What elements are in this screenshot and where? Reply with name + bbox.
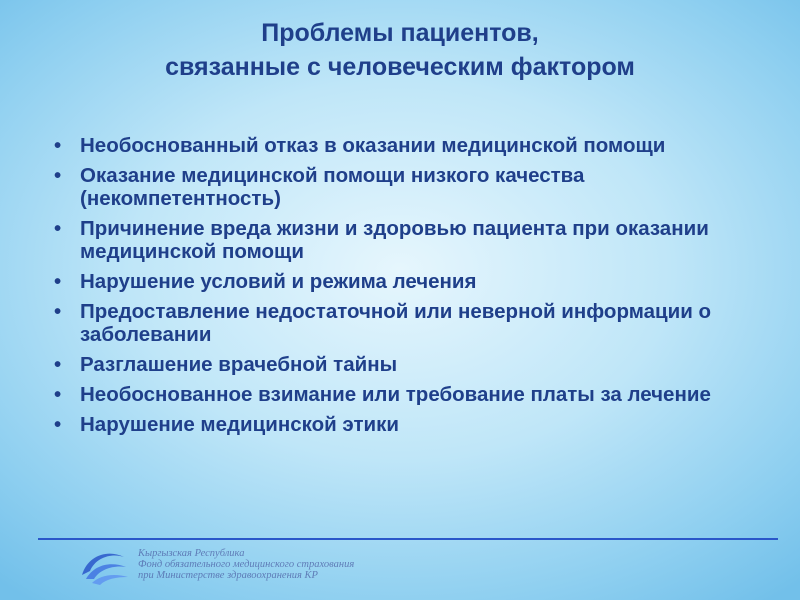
list-item bbox=[50, 353, 750, 376]
list-item bbox=[50, 164, 750, 210]
list-item-text: Нарушение условий и режима лечения bbox=[80, 270, 477, 293]
slide-title bbox=[0, 16, 800, 84]
list-item bbox=[50, 217, 750, 263]
list-item-text: Оказание медицинской помощи низкого качества (некомпетентность) bbox=[80, 164, 585, 210]
list-item-text: Предоставление недостаточной или неверной информации о заболевании bbox=[80, 300, 712, 346]
list-item-text: Нарушение медицинской этики bbox=[80, 413, 399, 436]
list-item bbox=[50, 413, 750, 436]
bullet-dot: • bbox=[54, 134, 62, 157]
list-item bbox=[50, 300, 750, 346]
bullet-dot: • bbox=[54, 413, 62, 436]
bullet-dot: • bbox=[54, 383, 62, 406]
list-item bbox=[50, 134, 750, 157]
bullet-dot: • bbox=[54, 300, 62, 323]
list-item-text: Необоснованный отказ в оказании медицинской помощи bbox=[80, 134, 666, 157]
footer-line-1: Кыргызская Республика bbox=[138, 548, 245, 559]
bullet-dot: • bbox=[54, 353, 62, 376]
list-item-text: Разглашение врачебной тайны bbox=[80, 353, 398, 376]
title-line-2: связанные с человеческим фактором bbox=[165, 53, 635, 81]
footer-divider bbox=[38, 538, 778, 540]
bullet-list bbox=[50, 134, 750, 443]
bullet-dot: • bbox=[54, 270, 62, 293]
title-line-1: Проблемы пациентов, bbox=[261, 19, 539, 47]
bullet-dot: • bbox=[54, 217, 62, 240]
list-item bbox=[50, 270, 750, 293]
list-item-text: Необоснованное взимание или требование платы за лечение bbox=[80, 383, 711, 406]
list-item-text: Причинение вреда жизни и здоровью пациента при оказании медицинской помощи bbox=[80, 217, 709, 263]
footer-line-3: при Министерстве здравоохранения КР bbox=[138, 570, 318, 581]
list-item bbox=[50, 383, 750, 406]
footer-org-text bbox=[138, 548, 354, 581]
footer-line-2: Фонд обязательного медицинского страхования bbox=[138, 559, 355, 570]
fund-logo-wave-icon bbox=[78, 545, 130, 587]
bullet-dot: • bbox=[54, 164, 62, 187]
